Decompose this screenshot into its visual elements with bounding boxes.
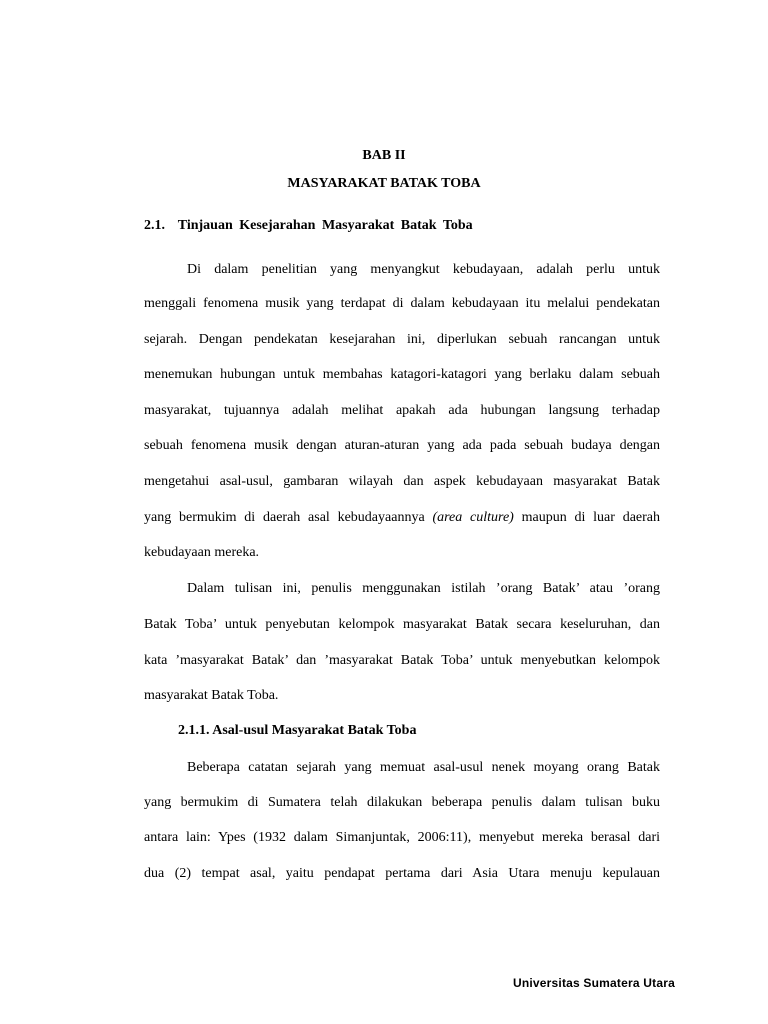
chapter-title: MASYARAKAT BATAK TOBA <box>287 176 481 191</box>
paragraph-line: menggali fenomena musik yang terdapat di dalam kebudayaan itu melalui pendekatan <box>144 296 660 311</box>
paragraph-line: yang bermukim di Sumatera telah dilakukan beberapa penulis dalam tulisan buku <box>144 795 660 810</box>
paragraph-line: mengetahui asal-usul, gambaran wilayah dan aspek kebudayaan masyarakat Batak <box>144 474 660 489</box>
paragraph-line: sebuah fenomena musik dengan aturan-aturan yang ada pada sebuah budaya dengan <box>144 438 660 453</box>
italic-term: (area culture) <box>432 510 514 525</box>
section-number: 2.1. <box>144 218 165 233</box>
paragraph-line: kata ’masyarakat Batak’ dan ’masyarakat Batak Toba’ untuk menyebutkan kelompok <box>144 653 660 668</box>
paragraph-line: sejarah. Dengan pendekatan kesejarahan ini, diperlukan sebuah rancangan untuk <box>144 332 660 347</box>
paragraph-line: Beberapa catatan sejarah yang memuat asal-usul nenek moyang orang Batak <box>187 760 660 775</box>
paragraph-line: masyarakat, tujuannya adalah melihat apakah ada hubungan langsung terhadap <box>144 403 660 418</box>
line-text: yang bermukim di daerah asal kebudayaannya <box>144 510 433 525</box>
paragraph-line: Dalam tulisan ini, penulis menggunakan istilah ’orang Batak’ atau ’orang <box>187 581 660 596</box>
paragraph-line: antara lain: Ypes (1932 dalam Simanjuntak, 2006:11), menyebut mereka berasal dari <box>144 830 660 845</box>
section-heading <box>144 218 473 234</box>
footer-university: Universitas Sumatera Utara <box>513 976 675 990</box>
paragraph-line: kebudayaan mereka. <box>144 545 260 560</box>
subsection-heading: 2.1.1. Asal-usul Masyarakat Batak Toba <box>178 723 417 738</box>
paragraph-line: Batak Toba’ untuk penyebutan kelompok masyarakat Batak secara keseluruhan, dan <box>144 617 660 632</box>
chapter-number: BAB II <box>362 148 406 163</box>
paragraph-line: menemukan hubungan untuk membahas katagori-katagori yang berlaku dalam sebuah <box>144 367 660 382</box>
paragraph-line: dua (2) tempat asal, yaitu pendapat pertama dari Asia Utara menuju kepulauan <box>144 866 660 881</box>
section-title: Tinjauan Kesejarahan Masyarakat Batak Toba <box>177 218 473 233</box>
paragraph-line: Di dalam penelitian yang menyangkut kebudayaan, adalah perlu untuk <box>187 262 660 277</box>
paragraph-line-with-italic <box>144 510 660 526</box>
line-text: maupun di luar daerah <box>513 510 661 525</box>
paragraph-line: masyarakat Batak Toba. <box>144 688 279 703</box>
